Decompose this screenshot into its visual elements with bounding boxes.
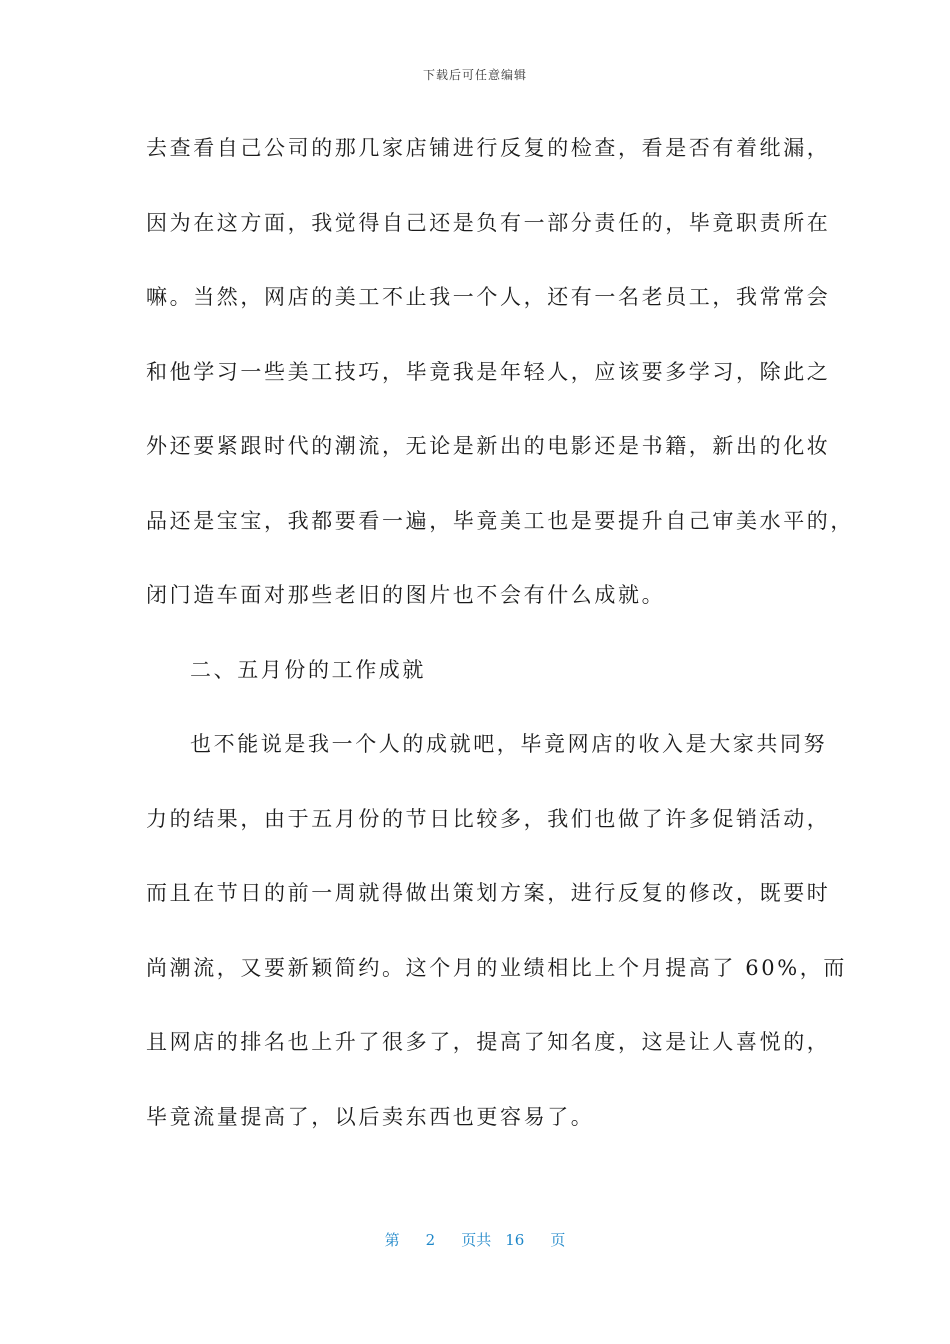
page-header: 下载后可任意编辑 [422, 68, 527, 82]
paragraph-line: 因为在这方面，我觉得自己还是负有一部分责任的，毕竟职责所在 [146, 210, 831, 235]
document-body [146, 130, 854, 1173]
section-heading: 二、五月份的工作成就 [190, 657, 426, 682]
paragraph-line: 尚潮流，又要新颖简约。这个月的业绩相比上个月提高了 60%，而 [146, 955, 847, 980]
paragraph-line: 和他学习一些美工技巧，毕竟我是年轻人，应该要多学习，除此之 [146, 359, 831, 384]
paragraph-line: 嘛。当然，网店的美工不止我一个人，还有一名老员工，我常常会 [146, 285, 831, 309]
paragraph-line: 毕竟流量提高了，以后卖东西也更容易了。 [146, 1104, 595, 1129]
paragraph-line: 外还要紧跟时代的潮流，无论是新出的电影还是书籍，新出的化妆 [146, 434, 831, 458]
page-label-prefix: 第 [384, 1231, 400, 1249]
paragraph-line: 去查看自己公司的那几家店铺进行反复的检查，看是否有着纰漏， [146, 136, 831, 160]
paragraph-line: 而且在节日的前一周就得做出策划方案，进行反复的修改，既要时 [146, 881, 831, 905]
paragraph-line: 闭门造车面对那些老旧的图片也不会有什么成就。 [146, 583, 666, 607]
paragraph-line: 也不能说是我一个人的成就吧，毕竟网店的收入是大家共同努 [190, 732, 828, 756]
current-page-number: 2 [425, 1231, 436, 1249]
page-label-suffix: 页 [550, 1231, 566, 1249]
paragraph-line: 力的结果，由于五月份的节日比较多，我们也做了许多促销活动， [146, 806, 831, 831]
total-pages-number: 16 [505, 1231, 525, 1249]
paragraph-line: 品还是宝宝，我都要看一遍，毕竟美工也是要提升自己审美水平的， [146, 508, 854, 533]
page-footer [0, 1229, 950, 1250]
paragraph-line: 且网店的排名也上升了很多了，提高了知名度，这是让人喜悦的， [146, 1030, 831, 1054]
page-label-middle: 页共 [461, 1231, 492, 1249]
